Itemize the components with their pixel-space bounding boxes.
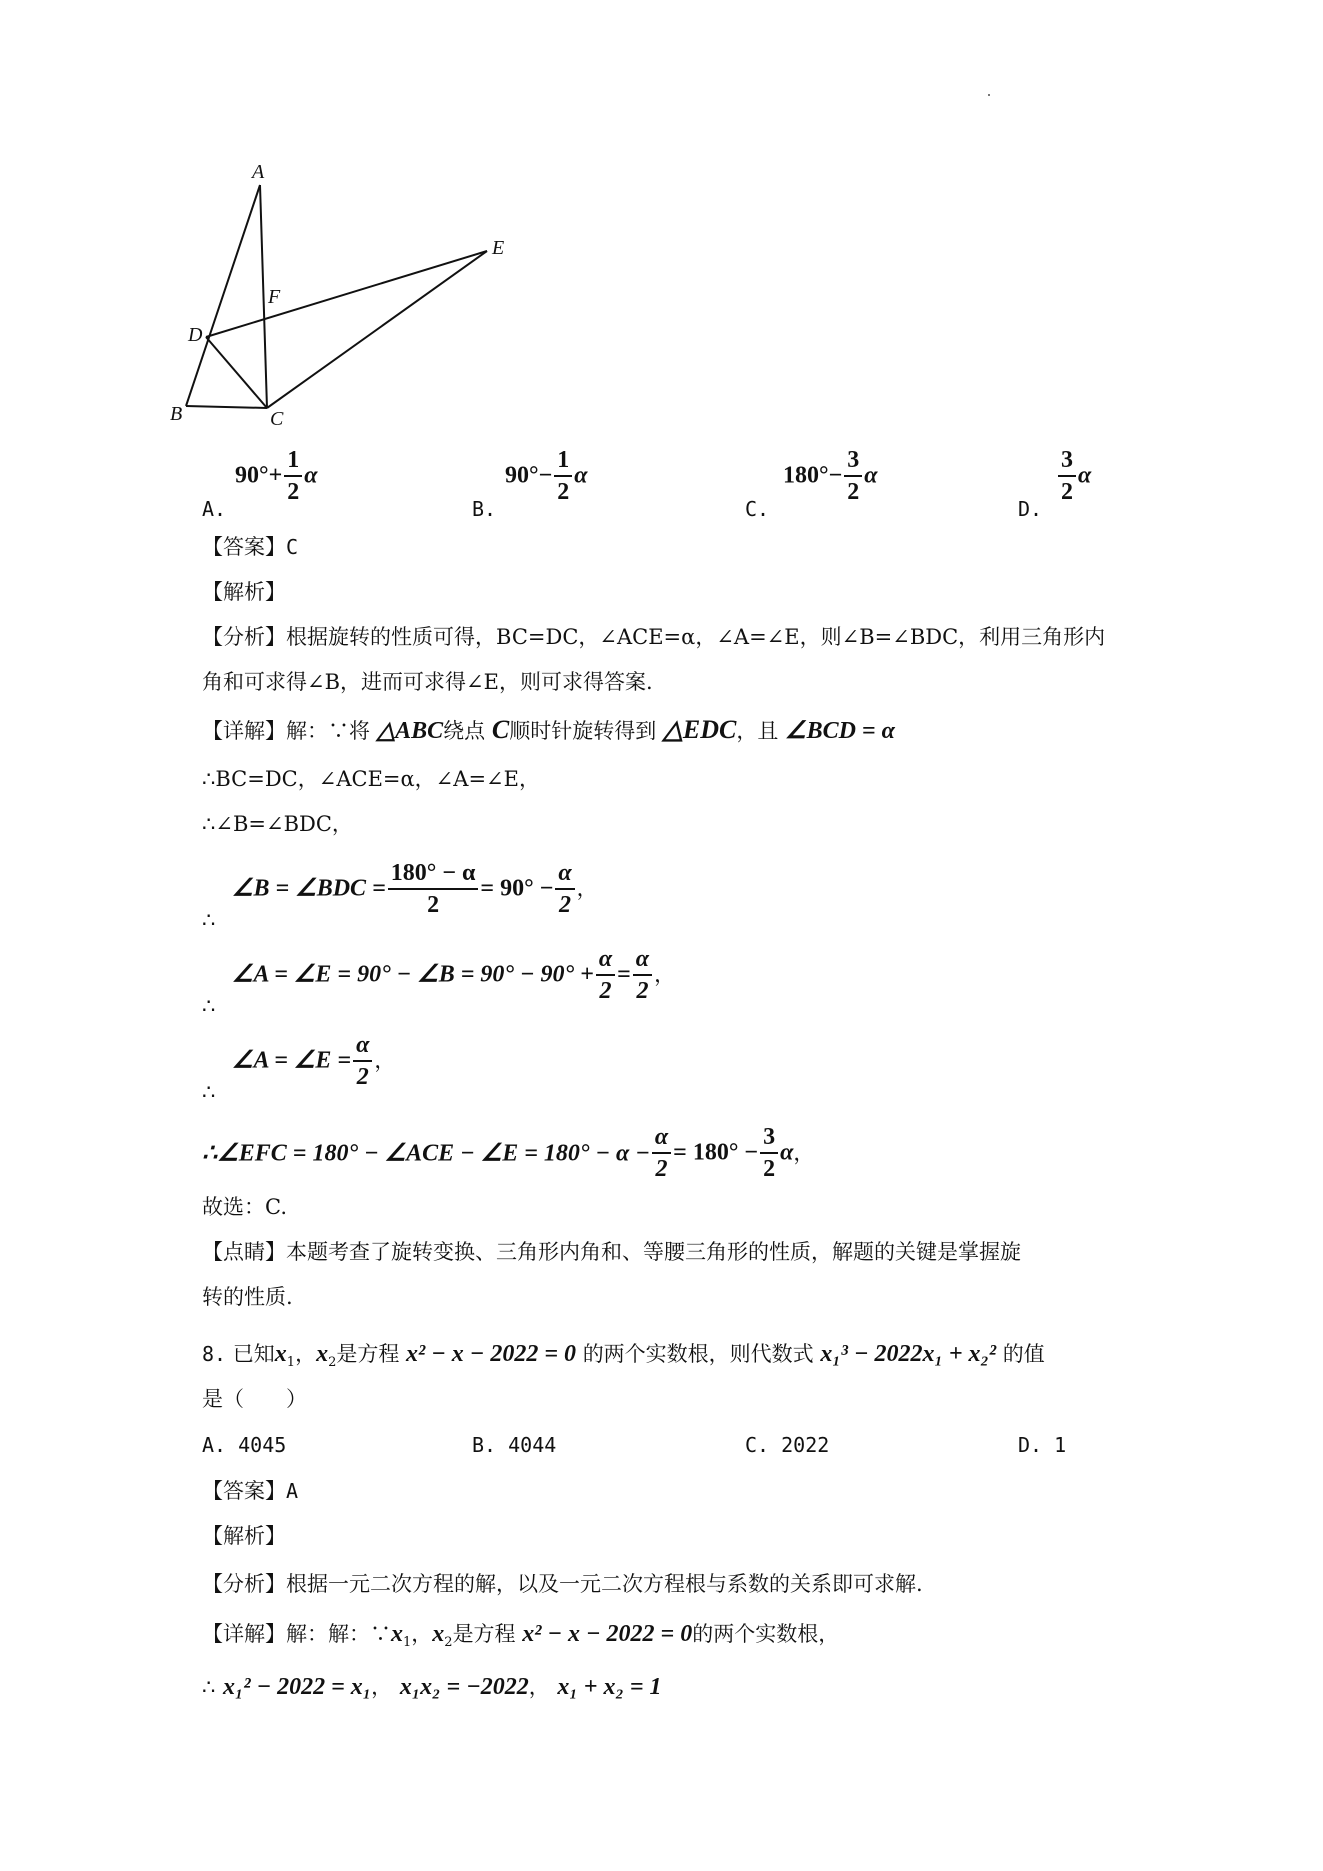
label-d: D bbox=[188, 324, 203, 346]
segment-de bbox=[206, 251, 487, 337]
q8-stem-line2: 是（ ） bbox=[202, 1387, 307, 1411]
segment-ac bbox=[260, 185, 267, 408]
q7-step6: ∴∠EFC = 180° − ∠ACE − ∠E = 180° − α − $\frac{\alpha}{2}$ = 180° − $\frac{3}{2}$ α， bbox=[202, 1124, 815, 1182]
q7-step2: ∴∠B=∠BDC， bbox=[202, 812, 353, 836]
q8-fenxi: 【分析】根据一元二次方程的解，以及一元二次方程根与系数的关系即可求解. bbox=[202, 1572, 923, 1596]
q7-step1: ∴BC=DC，∠ACE=α，∠A=∠E， bbox=[202, 767, 540, 791]
q7-fenxi-line2: 角和可求得∠B，进而可求得∠E，则可求得答案. bbox=[202, 670, 653, 694]
q7-dianjing-line2: 转的性质. bbox=[202, 1285, 293, 1309]
segment-ec bbox=[267, 251, 487, 408]
q7-jiexi-heading: 【解析】 bbox=[202, 580, 286, 604]
label-b: B bbox=[170, 403, 183, 425]
q8-xiangjie-line1: 【详解】解：解：$\because x_1$，$x_2$是方程 x² − x − 2022 = 0的两个实数根， bbox=[202, 1621, 840, 1651]
label-c: C bbox=[270, 408, 284, 430]
q8-option-c: C. 2022 bbox=[745, 1433, 830, 1457]
segment-dc bbox=[206, 337, 267, 408]
q8-stem-line1: 8. 已知$x_1$，$x_2$是方程 x² − x − 2022 = 0 的两个实数根，则代数式 x₁³ − 2022x₁ + x₂² 的值 bbox=[202, 1341, 1045, 1371]
q8-option-b: B. 4044 bbox=[472, 1433, 557, 1457]
q8-option-a: A. 4045 bbox=[202, 1433, 287, 1457]
label-a: A bbox=[252, 161, 265, 183]
q7-conclusion: 故选：C. bbox=[202, 1195, 287, 1219]
label-e: E bbox=[492, 237, 505, 259]
q8-xiangjie-line2: ∴ x₁² − 2022 = x₁， x₁x₂ = −2022， x₁ + x₂ = 1 bbox=[202, 1674, 662, 1700]
label-f: F bbox=[268, 286, 281, 308]
q7-xiangjie-intro: 【详解】解：∵将 △ABC绕点 C顺时针旋转得到 △EDC，且 ∠BCD = α bbox=[202, 715, 895, 744]
q8-answer: 【答案】A bbox=[202, 1479, 299, 1503]
segment-ab bbox=[186, 185, 260, 406]
q8-jiexi-heading: 【解析】 bbox=[202, 1524, 286, 1548]
q7-answer: 【答案】C bbox=[202, 535, 299, 559]
q7-fenxi-line1: 【分析】根据旋转的性质可得，BC=DC，∠ACE=α，∠A=∠E，则∠B=∠BDC，利用三角形内 bbox=[202, 625, 1106, 649]
q7-dianjing-line1: 【点睛】本题考查了旋转变换、三角形内角和、等腰三角形的性质，解题的关键是掌握旋 bbox=[202, 1240, 1021, 1264]
scan-dot bbox=[988, 94, 990, 96]
geometry-figure bbox=[170, 150, 520, 435]
segment-bc bbox=[186, 406, 267, 408]
q8-option-d: D. 1 bbox=[1018, 1433, 1067, 1457]
